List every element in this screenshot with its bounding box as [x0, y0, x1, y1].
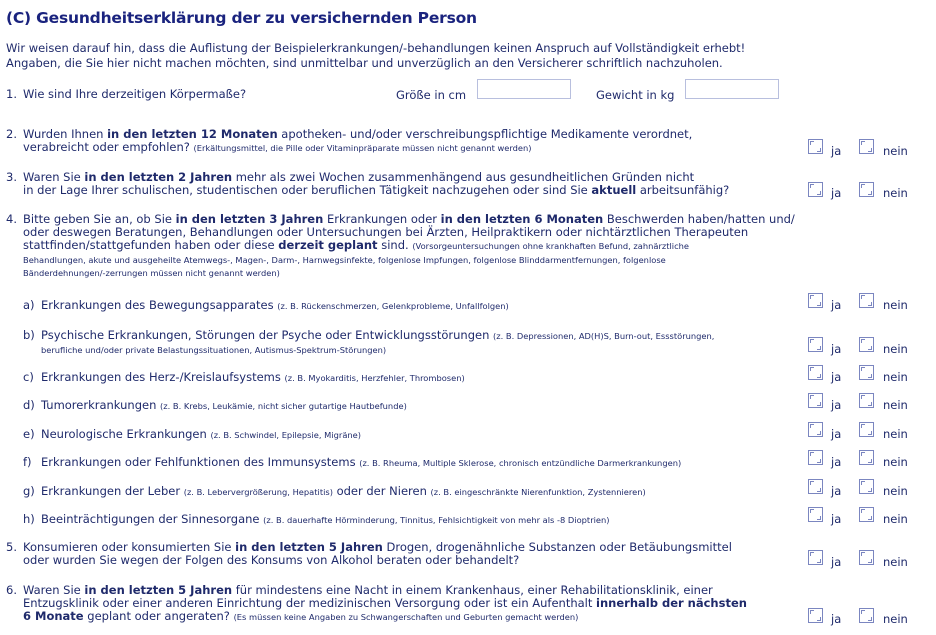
question-number: 2. [6, 127, 17, 141]
q4b-yes-checkbox[interactable] [808, 337, 823, 352]
question-text: stattfinden/stattgefunden haben oder diese [23, 238, 279, 252]
yes-label: ja [831, 512, 842, 526]
weight-label: Gewicht in kg [596, 88, 675, 102]
no-label: nein [883, 484, 908, 498]
question-text: Konsumieren oder konsumierten Sie [23, 540, 236, 554]
q4a-no-checkbox[interactable] [859, 293, 874, 308]
q6-yes-checkbox[interactable] [808, 608, 823, 623]
sub-text: Psychische Erkrankungen, Störungen der Psyche oder Entwicklungsstörungen [41, 328, 494, 342]
q4g-no-checkbox[interactable] [859, 479, 874, 494]
no-label: nein [883, 370, 908, 384]
sub-hint: (z. B. Krebs, Leukämie, nicht sicher gutartige Hautbefunde) [160, 401, 407, 411]
no-label: nein [883, 555, 908, 569]
question-text: in der Lage Ihrer schulischen, studentischen oder beruflichen Tätigkeit nachzugehen oder sind Sie [23, 183, 592, 197]
height-input[interactable] [477, 79, 571, 99]
yes-label: ja [831, 484, 842, 498]
sub-number: b) [23, 328, 35, 342]
question-text: oder deswegen Beratungen, Behandlungen oder Untersuchungen bei Ärzten, Heilpraktikern oder nichtärztlichen Therapeuten [23, 225, 749, 239]
section-title: (C) Gesundheitserklärung der zu versichernden Person [6, 9, 477, 27]
height-label: Größe in cm [396, 88, 467, 102]
sub-hint: (z. B. Myokarditis, Herzfehler, Thrombosen) [284, 373, 465, 383]
question-hint: Bänderdehnungen/-zerrungen müssen nicht genannt werden) [23, 268, 280, 278]
sub-text: Erkrankungen oder Fehlfunktionen des Immunsystems [41, 455, 360, 469]
no-label: nein [883, 186, 908, 200]
question-4g [23, 485, 798, 499]
q4a-yes-checkbox[interactable] [808, 293, 823, 308]
q4c-no-checkbox[interactable] [859, 365, 874, 380]
question-text: mehr als zwei Wochen zusammenhängend aus gesundheitlichen Gründen nicht [232, 170, 695, 184]
question-text: Beschwerden haben/hatten und/ [603, 212, 795, 226]
question-text: arbeitsunfähig? [636, 183, 730, 197]
sub-number: g) [23, 484, 35, 498]
q4c-yes-checkbox[interactable] [808, 365, 823, 380]
question-text: geplant oder angeraten? [83, 609, 234, 623]
q3-no-checkbox[interactable] [859, 182, 874, 197]
question-text: apotheken- und/oder verschreibungspflichtige Medikamente verordnet, [277, 127, 693, 141]
no-label: nein [883, 398, 908, 412]
sub-number: d) [23, 398, 35, 412]
no-label: nein [883, 612, 908, 626]
emphasis: in den letzten 12 Monaten [107, 127, 278, 141]
sub-number: a) [23, 298, 35, 312]
yes-label: ja [831, 612, 842, 626]
no-label: nein [883, 298, 908, 312]
question-text: verabreicht oder empfohlen? [23, 140, 194, 154]
no-label: nein [883, 512, 908, 526]
q4h-yes-checkbox[interactable] [808, 507, 823, 522]
question-text: Erkrankungen oder [323, 212, 441, 226]
sub-text: Erkrankungen des Bewegungsapparates [41, 298, 278, 312]
sub-hint: berufliche und/oder private Belastungssituationen, Autismus-Spektrum-Störungen) [41, 345, 387, 355]
emphasis: derzeit geplant [278, 238, 378, 252]
question-2 [6, 128, 806, 155]
question-hint: Behandlungen, akute und ausgeheilte Atemwegs-, Magen-, Darm-, Harnwegsinfekte, folgenlose Impfungen, folgenlose Blinddarmentfernungen, folgenlose [23, 255, 666, 265]
q4g-yes-checkbox[interactable] [808, 479, 823, 494]
question-text: Bitte geben Sie an, ob Sie [23, 212, 176, 226]
question-number: 1. [6, 87, 17, 101]
yes-label: ja [831, 342, 842, 356]
sub-text: Erkrankungen des Herz-/Kreislaufsystems [41, 370, 285, 384]
q4d-no-checkbox[interactable] [859, 393, 874, 408]
q4e-yes-checkbox[interactable] [808, 422, 823, 437]
question-hint: (Es müssen keine Angaben zu Schwangerschaften und Geburten gemacht werden) [233, 612, 579, 622]
no-label: nein [883, 342, 908, 356]
question-hint: (Erkältungsmittel, die Pille oder Vitaminpräparate müssen nicht genannt werden) [193, 143, 532, 153]
no-label: nein [883, 427, 908, 441]
yes-label: ja [831, 370, 842, 384]
question-text: sind. [377, 238, 413, 252]
question-4b [23, 329, 798, 356]
weight-input[interactable] [685, 79, 779, 99]
question-4d [23, 399, 798, 413]
question-5 [6, 541, 806, 567]
no-label: nein [883, 455, 908, 469]
q6-no-checkbox[interactable] [859, 608, 874, 623]
yes-label: ja [831, 398, 842, 412]
q5-no-checkbox[interactable] [859, 550, 874, 565]
question-4h [23, 513, 798, 527]
q4f-no-checkbox[interactable] [859, 450, 874, 465]
sub-text: oder der Nieren [332, 484, 431, 498]
sub-number: h) [23, 512, 35, 526]
yes-label: ja [831, 455, 842, 469]
question-number: 3. [6, 170, 17, 184]
sub-hint: (z. B. Rückenschmerzen, Gelenkprobleme, Unfallfolgen) [277, 301, 509, 311]
q3-yes-checkbox[interactable] [808, 182, 823, 197]
sub-number: f) [23, 455, 32, 469]
q2-no-checkbox[interactable] [859, 139, 874, 154]
question-6 [6, 584, 796, 624]
question-text: Waren Sie [23, 170, 85, 184]
emphasis: in den letzten 6 Monaten [440, 212, 604, 226]
emphasis: aktuell [591, 183, 637, 197]
question-text: für mindestens eine Nacht in einem Krankenhaus, einer Rehabilitationsklinik, einer [232, 583, 713, 597]
q4d-yes-checkbox[interactable] [808, 393, 823, 408]
sub-hint: (z. B. Depressionen, AD(H)S, Burn-out, Essstörungen, [493, 331, 715, 341]
sub-hint: (z. B. Schwindel, Epilepsie, Migräne) [210, 430, 362, 440]
no-label: nein [883, 144, 908, 158]
q5-yes-checkbox[interactable] [808, 550, 823, 565]
question-number: 6. [6, 583, 17, 597]
q4f-yes-checkbox[interactable] [808, 450, 823, 465]
yes-label: ja [831, 427, 842, 441]
sub-number: c) [23, 370, 34, 384]
question-4e [23, 428, 798, 442]
question-text: oder wurden Sie wegen der Folgen des Konsums von Alkohol beraten oder behandelt? [23, 553, 520, 567]
question-4a [23, 299, 798, 313]
sub-hint: (z. B. dauerhafte Hörminderung, Tinnitus, Fehlsichtigkeit von mehr als -8 Dioptrien) [263, 515, 610, 525]
emphasis: innerhalb der nächsten [596, 596, 747, 610]
yes-label: ja [831, 298, 842, 312]
intro-line-1: Wir weisen darauf hin, dass die Auflistung der Beispielerkrankungen/-behandlungen keinen Anspruch auf Vollständigkeit erhebt! [6, 41, 746, 55]
emphasis: in den letzten 5 Jahren [235, 540, 383, 554]
question-4c [23, 371, 798, 385]
question-4 [6, 213, 826, 279]
sub-hint: (z. B. Lebervergrößerung, Hepatitis) [183, 487, 333, 497]
q2-yes-checkbox[interactable] [808, 139, 823, 154]
sub-text: Neurologische Erkrankungen [41, 427, 211, 441]
sub-text: Beeinträchtigungen der Sinnesorgane [41, 512, 264, 526]
yes-label: ja [831, 186, 842, 200]
emphasis: in den letzten 5 Jahren [84, 583, 233, 597]
yes-label: ja [831, 144, 842, 158]
sub-text: Erkrankungen der Leber [41, 484, 184, 498]
question-text: Waren Sie [23, 583, 85, 597]
emphasis: 6 Monate [23, 609, 84, 623]
question-hint: (Vorsorgeuntersuchungen ohne krankhaften Befund, zahnärztliche [412, 241, 690, 251]
sub-number: e) [23, 427, 35, 441]
question-text: Entzugsklinik oder einer anderen Einrichtung der medizinischen Versorgung oder ist ein Aufenthalt [23, 596, 597, 610]
question-text: Wurden Ihnen [23, 127, 108, 141]
yes-label: ja [831, 555, 842, 569]
question-4f [23, 456, 798, 470]
q4h-no-checkbox[interactable] [859, 507, 874, 522]
question-text: Wie sind Ihre derzeitigen Körpermaße? [23, 87, 247, 101]
emphasis: in den letzten 3 Jahren [175, 212, 324, 226]
sub-text: Tumorerkrankungen [41, 398, 161, 412]
question-text: Drogen, drogenähnliche Substanzen oder Betäubungsmittel [382, 540, 732, 554]
question-number: 5. [6, 540, 17, 554]
intro-line-2: Angaben, die Sie hier nicht machen möchten, sind unmittelbar und unverzüglich an den Versicherer schriftlich nachzuholen. [6, 56, 723, 70]
emphasis: in den letzten 2 Jahren [84, 170, 233, 184]
sub-hint: (z. B. eingeschränkte Nierenfunktion, Zystennieren) [430, 487, 646, 497]
sub-hint: (z. B. Rheuma, Multiple Sklerose, chronisch entzündliche Darmerkrankungen) [359, 458, 682, 468]
question-number: 4. [6, 212, 17, 226]
q4b-no-checkbox[interactable] [859, 337, 874, 352]
question-3 [6, 171, 806, 197]
q4e-no-checkbox[interactable] [859, 422, 874, 437]
